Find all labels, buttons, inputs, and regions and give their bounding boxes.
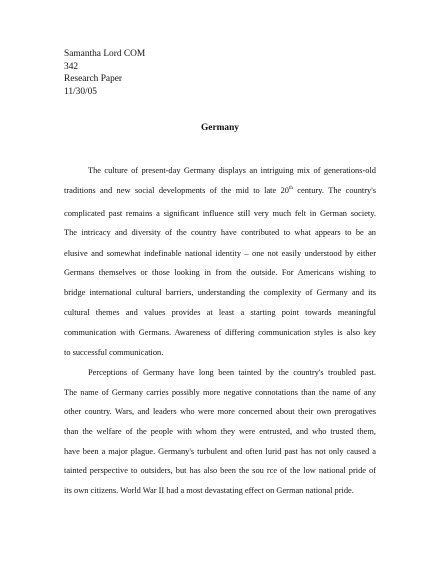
document-title: Germany bbox=[200, 123, 239, 133]
paragraph-1-line-5: elusive and somewhat indefinable national identity – one not easily understood by either bbox=[64, 249, 376, 258]
date-line: 11/30/05 bbox=[64, 86, 97, 97]
paragraph-2-line-1: Perceptions of Germany have long been tainted by the country's troubled past. bbox=[88, 368, 376, 377]
paragraph-2-line-4: than the welfare of the people with whom they were entrusted, and who trusted them, bbox=[64, 427, 376, 436]
paragraph-1-line-4: The intricacy and diversity of the country have contributed to what appears to be an bbox=[64, 228, 376, 237]
superscript-th: th bbox=[289, 186, 293, 191]
paragraph-2-line-6: tainted perspective to outsiders, but has also been the sou rce of the low national pride of bbox=[64, 466, 376, 475]
paragraph-1-line-2-text-a: traditions and new social developments of the mid to late 20 bbox=[64, 186, 289, 195]
course-line: 342 bbox=[64, 61, 79, 72]
paragraph-1-line-9: communication with Germans. Awareness of differing communication styles is also key bbox=[64, 328, 376, 337]
paragraph-1-line-2-text-b: century. The country's bbox=[297, 186, 376, 195]
paragraph-1-line-1: The culture of present-day Germany displays an intriguing mix of generations-old bbox=[88, 166, 376, 175]
document-header bbox=[64, 48, 145, 98]
paragraph-1-line-10: to successful communication. bbox=[64, 348, 164, 357]
paragraph-2-line-7: its own citizens. World War II had a most devastating effect on German national pride. bbox=[64, 486, 354, 495]
paragraph-1-line-3: complicated past remains a significant influence still very much felt in German society. bbox=[64, 209, 376, 218]
paragraph-1-line-2 bbox=[64, 185, 376, 196]
paragraph-1-line-8: cultural themes and values provides at least a starting point towards meaningful bbox=[64, 308, 376, 317]
author-line: Samantha Lord COM bbox=[64, 49, 146, 59]
doc-type-line: Research Paper bbox=[64, 74, 123, 85]
paragraph-2-line-2: The name of Germany carries possibly more negative connotations than the name of any bbox=[64, 388, 376, 397]
paragraph-1-line-7: bridge international cultural barriers, understanding the complexity of Germany and its bbox=[64, 288, 376, 297]
paragraph-2-line-5: have been a major plague. Germany's turbulent and often lurid past has not only caused a bbox=[64, 447, 376, 456]
paragraph-1-line-6: Germans themselves or those looking in from the outside. For Americans wishing to bbox=[64, 268, 376, 277]
paragraph-2-line-3: other country. Wars, and leaders who were more concerned about their own prerogatives bbox=[64, 407, 376, 416]
